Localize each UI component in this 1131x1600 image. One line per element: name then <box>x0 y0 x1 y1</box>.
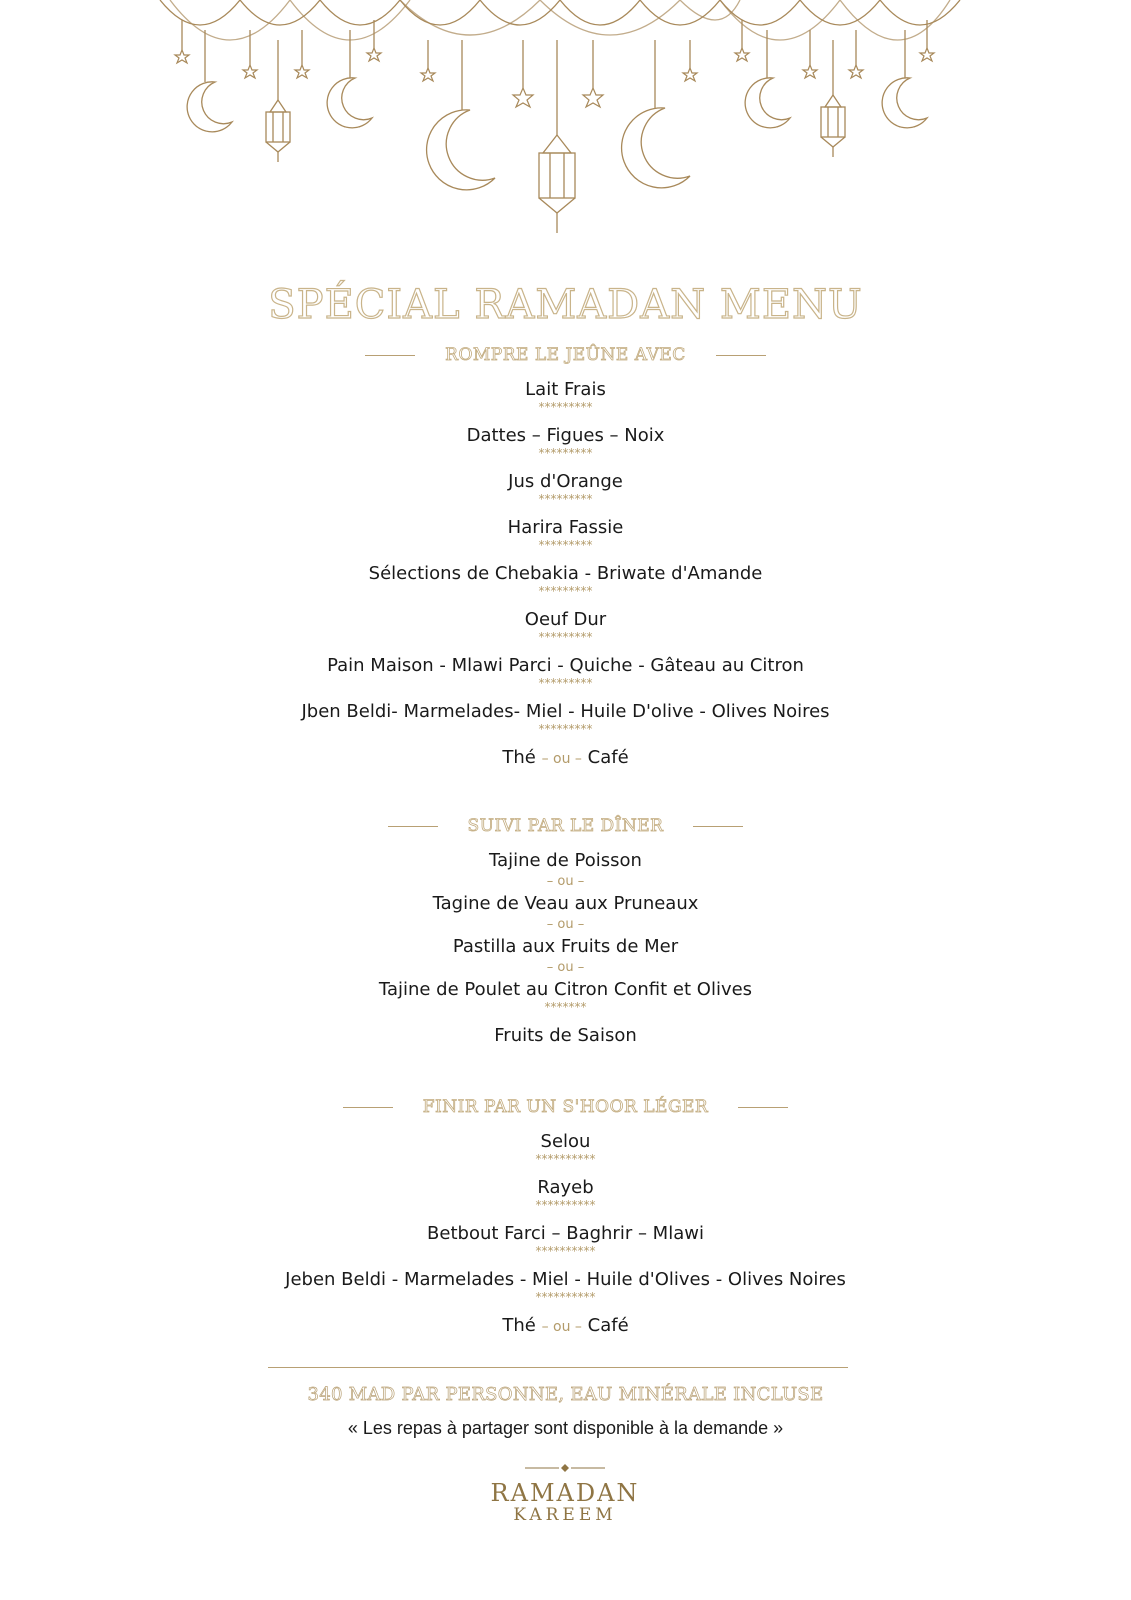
heading-rule-right <box>716 355 766 356</box>
menu-item-dessert: Fruits de Saison <box>494 1025 637 1046</box>
or-connector: – ou – <box>541 1319 582 1335</box>
separator-stars: ********* <box>538 447 593 460</box>
menu-item: Dattes – Figues – Noix <box>466 425 665 446</box>
drink-option-b: Café <box>587 1315 629 1336</box>
separator-stars: ********* <box>538 677 593 690</box>
menu-item: Jeben Beldi - Marmelades - Miel - Huile d'Olives - Olives Noires <box>285 1269 846 1290</box>
or-connector: – ou – <box>541 751 582 767</box>
menu-title: SPÉCIAL RAMADAN MENU <box>268 282 863 328</box>
heading-rule-right <box>738 1107 788 1108</box>
sharing-note: « Les repas à partager sont disponible à la demande » <box>347 1418 784 1438</box>
menu-item: Pastilla aux Fruits de Mer <box>452 936 679 957</box>
menu-item: Harira Fassie <box>507 517 624 538</box>
separator-or: – ou – <box>546 917 585 932</box>
logo-ornament-icon <box>525 1463 605 1473</box>
drink-option-b: Café <box>587 747 629 768</box>
menu-item: Betbout Farci – Baghrir – Mlawi <box>427 1223 704 1244</box>
section-iftar <box>0 340 1131 771</box>
hanging-ornaments-decoration <box>0 0 1131 250</box>
heading-rule-left <box>343 1107 393 1108</box>
section-heading <box>0 811 1131 841</box>
heading-rule-left <box>388 826 438 827</box>
menu-item: Tagine de Veau aux Pruneaux <box>432 893 699 914</box>
menu-item: Sélections de Chebakia - Briwate d'Amande <box>368 563 763 584</box>
separator-stars: ********* <box>538 723 593 736</box>
section-shoor <box>0 1092 1131 1339</box>
separator-stars: ********* <box>538 493 593 506</box>
menu-item-drink-choice <box>0 1314 1131 1339</box>
separator-stars: ********** <box>535 1291 596 1304</box>
separator-stars: ********** <box>535 1245 596 1258</box>
logo-line-2: KAREEM <box>513 1505 617 1525</box>
menu-item: Jben Beldi- Marmelades- Miel - Huile D'olive - Olives Noires <box>301 701 830 722</box>
footer-divider <box>268 1367 848 1368</box>
menu-item: Jus d'Orange <box>508 471 623 492</box>
menu-item: Tajine de Poulet au Citron Confit et Olives <box>378 979 753 1000</box>
price-line: 340 MAD PAR PERSONNE, EAU MINÉRALE INCLUSE <box>307 1384 824 1405</box>
section-heading <box>0 1092 1131 1122</box>
section-heading-label: ROMPRE LE JEÛNE AVEC <box>445 345 686 365</box>
drink-option-a: Thé <box>502 1315 536 1336</box>
separator-or: – ou – <box>546 874 585 889</box>
separator-stars: ********** <box>535 1199 596 1212</box>
drink-option-a: Thé <box>502 747 536 768</box>
ramadan-kareem-logo <box>485 1463 645 1563</box>
section-heading-label: SUIVI PAR LE DÎNER <box>467 816 664 836</box>
separator-or: – ou – <box>546 960 585 975</box>
menu-item: Oeuf Dur <box>524 609 607 630</box>
menu-item: Pain Maison - Mlawi Parci - Quiche - Gâteau au Citron <box>327 655 804 676</box>
section-heading <box>0 340 1131 370</box>
logo-line-1: RAMADAN <box>490 1479 640 1507</box>
separator-stars: ********* <box>538 631 593 644</box>
separator-stars: ********* <box>538 401 593 414</box>
menu-item: Rayeb <box>537 1177 594 1198</box>
separator-stars: ********** <box>535 1153 596 1166</box>
section-heading-label: FINIR PAR UN S'HOOR LÉGER <box>422 1097 709 1117</box>
separator-stars: ********* <box>538 585 593 598</box>
separator-stars: ******* <box>544 1001 587 1014</box>
menu-item: Selou <box>540 1131 591 1152</box>
menu-item: Lait Frais <box>525 379 606 400</box>
menu-item: Tajine de Poisson <box>489 850 642 871</box>
section-dinner <box>0 811 1131 1047</box>
menu-item-drink-choice <box>0 746 1131 771</box>
heading-rule-left <box>365 355 415 356</box>
heading-rule-right <box>693 826 743 827</box>
separator-stars: ********* <box>538 539 593 552</box>
